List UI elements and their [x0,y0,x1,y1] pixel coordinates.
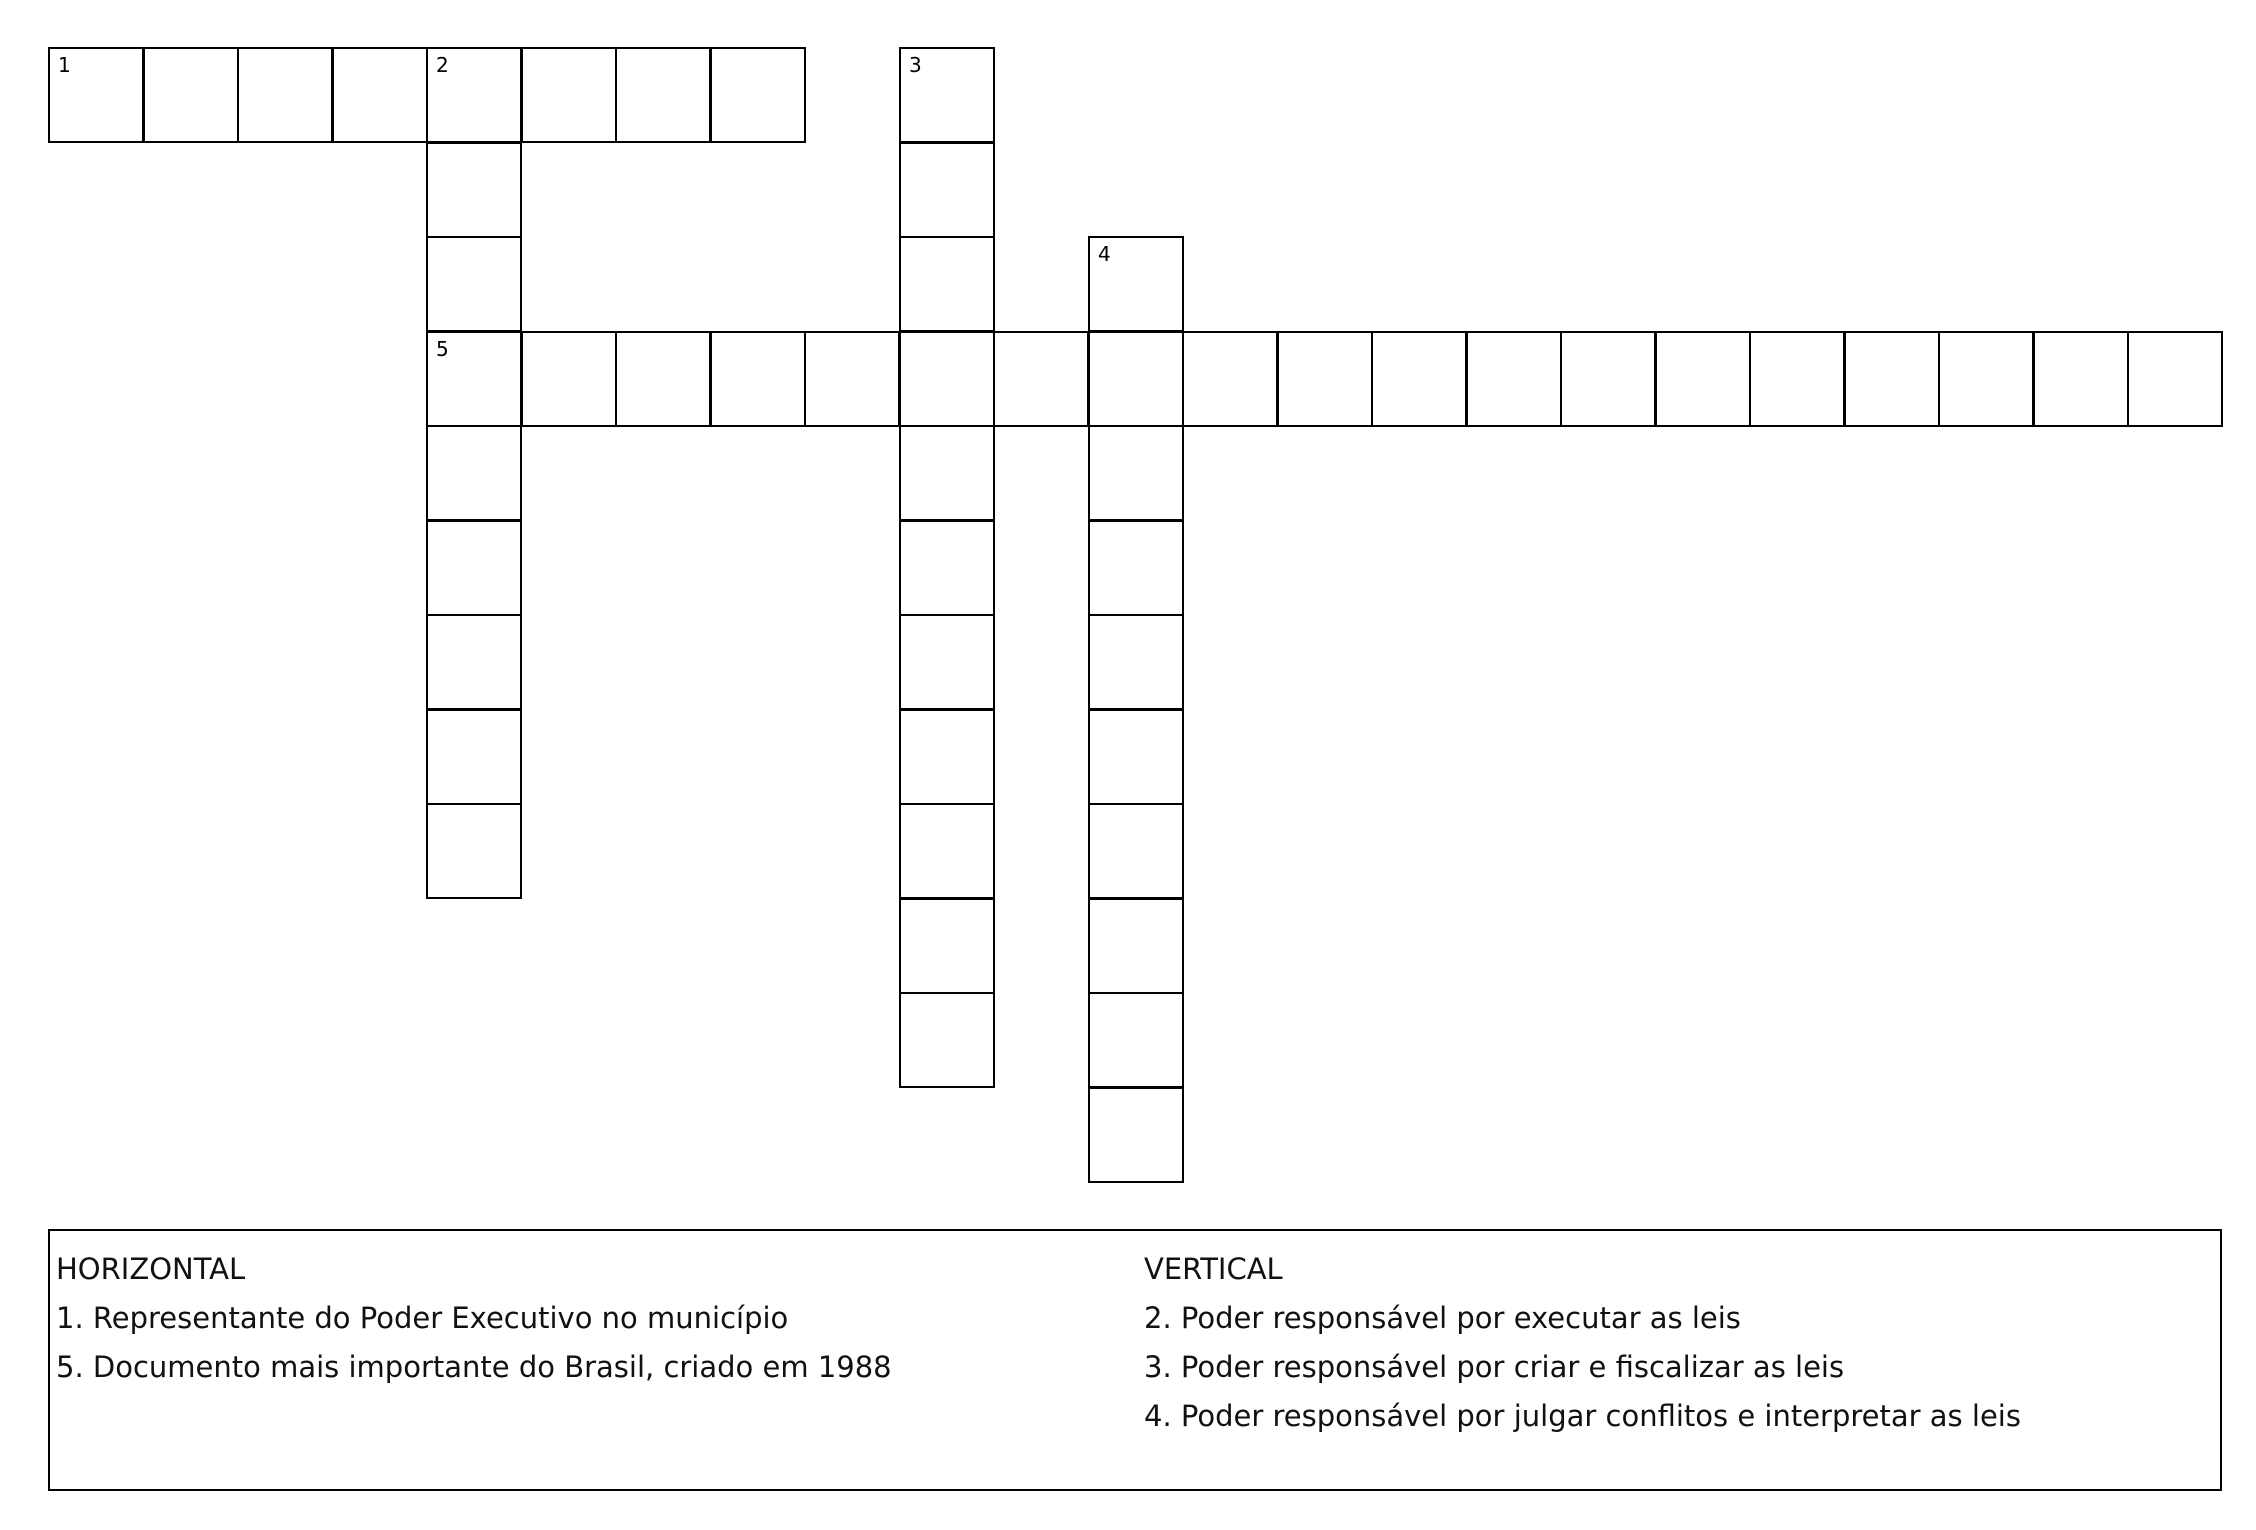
crossword-cell[interactable] [804,331,900,427]
clues-box [48,1229,2222,1491]
crossword-cell[interactable] [899,898,995,994]
clue-number-1: 1 [58,53,71,77]
crossword-cell[interactable] [1088,898,1184,994]
crossword-cell[interactable] [1371,331,1467,427]
crossword-cell[interactable] [48,47,144,143]
vertical-heading: VERTICAL [1144,1252,1283,1286]
crossword-cell[interactable] [1277,331,1373,427]
horizontal-clues [56,1245,892,1392]
horizontal-heading: HORIZONTAL [56,1252,246,1286]
crossword-cell[interactable] [1088,520,1184,616]
crossword-cell[interactable] [1560,331,1656,427]
crossword-cell[interactable] [899,520,995,616]
crossword-cell[interactable] [1844,331,1940,427]
clue-number-3: 3 [909,53,922,77]
crossword-cell[interactable] [521,47,617,143]
crossword-cell[interactable] [1088,425,1184,521]
clue-number-5: 5 [436,337,449,361]
crossword-cell[interactable] [1182,331,1278,427]
crossword-cell[interactable] [426,331,522,427]
crossword-cell[interactable] [426,614,522,710]
crossword-cell[interactable] [1088,236,1184,332]
crossword-cell[interactable] [2127,331,2223,427]
crossword-cell[interactable] [1088,331,1184,427]
crossword-cell[interactable] [899,236,995,332]
crossword-cell[interactable] [615,331,711,427]
clue-1-across: 1. Representante do Poder Executivo no município [56,1301,789,1335]
crossword-cell[interactable] [899,614,995,710]
crossword-cell[interactable] [1088,709,1184,805]
crossword-cell[interactable] [1938,331,2034,427]
crossword-cell[interactable] [426,142,522,238]
clue-3-down: 3. Poder responsável por criar e fiscalizar as leis [1144,1350,1845,1384]
clue-4-down: 4. Poder responsável por julgar conflitos e interpretar as leis [1144,1399,2021,1433]
crossword-cell[interactable] [899,425,995,521]
crossword-cell[interactable] [426,425,522,521]
crossword-cell[interactable] [1088,992,1184,1088]
clue-number-2: 2 [436,53,449,77]
crossword-cell[interactable] [1466,331,1562,427]
crossword-cell[interactable] [615,47,711,143]
crossword-cell[interactable] [143,47,239,143]
vertical-clues [1144,1245,2021,1441]
crossword-cell[interactable] [426,520,522,616]
crossword-cell[interactable] [2033,331,2129,427]
crossword-cell[interactable] [710,331,806,427]
crossword-cell[interactable] [899,803,995,899]
crossword-cell[interactable] [710,47,806,143]
crossword-cell[interactable] [1088,614,1184,710]
clue-5-across: 5. Documento mais importante do Brasil, criado em 1988 [56,1350,892,1384]
crossword-cell[interactable] [1088,1087,1184,1183]
crossword-cell[interactable] [993,331,1089,427]
crossword-cell[interactable] [1655,331,1751,427]
crossword-cell[interactable] [899,709,995,805]
crossword-cell[interactable] [899,992,995,1088]
crossword-cell[interactable] [426,47,522,143]
clue-2-down: 2. Poder responsável por executar as leis [1144,1301,1741,1335]
crossword-cell[interactable] [1749,331,1845,427]
crossword-cell[interactable] [521,331,617,427]
crossword-cell[interactable] [899,142,995,238]
crossword-cell[interactable] [237,47,333,143]
clue-number-4: 4 [1098,242,1111,266]
crossword-cell[interactable] [899,47,995,143]
crossword-cell[interactable] [899,331,995,427]
crossword-cell[interactable] [332,47,428,143]
crossword-cell[interactable] [426,709,522,805]
crossword-cell[interactable] [426,236,522,332]
crossword-cell[interactable] [426,803,522,899]
crossword-cell[interactable] [1088,803,1184,899]
